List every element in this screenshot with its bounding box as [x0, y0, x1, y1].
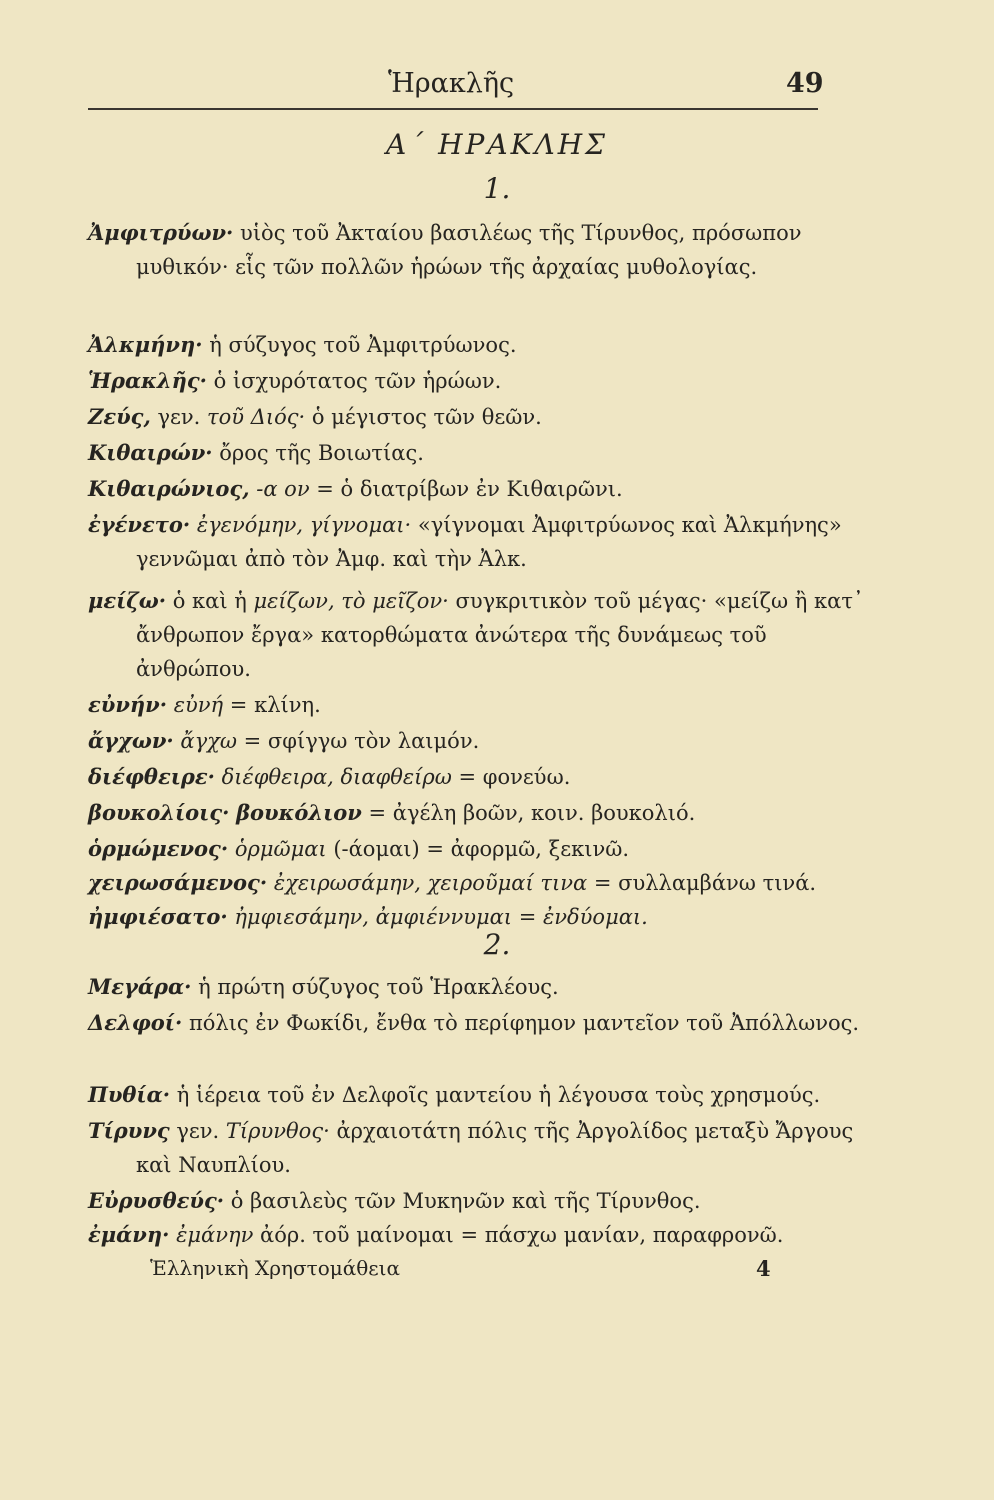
definition-rest: = κλίνη. [223, 693, 321, 717]
headword: ἠμφιέσατο· [88, 904, 228, 929]
italic-form: ἄγχω [173, 729, 237, 753]
glossary-entry [88, 436, 876, 470]
section-number-2: 2. [483, 928, 511, 961]
headword: Ἀλκμήνη· [88, 332, 203, 357]
definition-rest: ὁ μέγιστος τῶν θεῶν. [305, 405, 542, 429]
italic-form: Τίρυνθος· [225, 1119, 330, 1143]
headword: μείζω· [88, 588, 167, 613]
section-number-1: 1. [483, 172, 511, 205]
headword: εὐνήν· [88, 692, 168, 717]
glossary-entry [88, 724, 876, 758]
glossary-entry [88, 970, 876, 1004]
header-rule [88, 108, 818, 110]
glossary-entry [88, 866, 876, 900]
headword: ὁρμώμενος· [88, 836, 229, 861]
definition: ὁ βασιλεὺς τῶν Μυκηνῶν καὶ τῆς Τίρυνθος. [224, 1189, 701, 1213]
glossary-entry [88, 216, 876, 284]
glossary-entry [88, 508, 876, 576]
headword: βουκολίοις· [88, 800, 230, 825]
headword: Ἀμφιτρύων· [88, 220, 234, 245]
italic-form: εὐνή [167, 693, 224, 717]
italic-form: ἠμφιεσάμην, ἀμφιέννυμαι = ἐνδύομαι. [227, 905, 648, 929]
glossary-entry [88, 688, 876, 722]
page-number: 49 [786, 68, 824, 99]
definition-rest: ἀρχαιοτάτη πόλις τῆς Ἀργολίδος μεταξὺ Ἄργους καὶ Ναυπλίου. [136, 1119, 854, 1177]
definition: γεν. [150, 405, 207, 429]
definition: ὁ ἰσχυρότατος τῶν ἡρώων. [206, 369, 502, 393]
headword: ἐμάνη· [88, 1222, 170, 1247]
headword: ἐγένετο· [88, 512, 191, 537]
footer-book-title: Ἑλληνικὴ Χρηστομάθεια [150, 1256, 400, 1280]
headword: Κιθαιρών· [88, 440, 213, 465]
definition: ἡ ἱέρεια τοῦ ἐν Δελφοῖς μαντείου ἡ λέγουσα τοὺς χρησμούς. [170, 1083, 821, 1107]
definition: γεν. [169, 1119, 226, 1143]
headword: ἄγχων· [88, 728, 174, 753]
glossary-entry [88, 760, 876, 794]
italic-form: μείζων, τὸ μεῖζον· [253, 589, 449, 613]
definition: ἡ σύζυγος τοῦ Ἀμφιτρύωνος. [202, 333, 517, 357]
headword: Δελφοί· [88, 1010, 183, 1035]
glossary-entry [88, 472, 876, 506]
headword: Κιθαιρώνιος, [88, 476, 250, 501]
italic-form: ἐχειρωσάμην, χειροῦμαί τινα [267, 871, 588, 895]
glossary-entry [88, 584, 876, 686]
definition: ἡ πρώτη σύζυγος τοῦ Ἡρακλέους. [191, 975, 559, 999]
italic-form: τοῦ Διός· [207, 405, 306, 429]
glossary-entry [88, 832, 876, 866]
definition-rest: «γίγνομαι Ἀμφιτρύωνος καὶ Ἀλκμήνης» γεννῶμαι ἀπὸ τὸν Ἀμφ. καὶ τὴν Ἀλκ. [136, 513, 842, 571]
definition-rest: (-άομαι) = ἀφορμῶ, ξεκινῶ. [326, 837, 630, 861]
headword: Ἡρακλῆς· [88, 368, 207, 393]
glossary-entry [88, 1184, 876, 1218]
glossary-entry [88, 400, 876, 434]
italic-form: βουκόλιον [236, 800, 362, 825]
italic-form: ἐγενόμην, γίγνομαι· [190, 513, 412, 537]
headword: διέφθειρε· [88, 764, 215, 789]
glossary-entry [88, 328, 876, 362]
italic-form: -α ον [249, 477, 310, 501]
italic-form: ἐμάνην [169, 1223, 254, 1247]
headword: χειρωσάμενος· [88, 870, 268, 895]
definition-rest: ἀόρ. τοῦ μαίνομαι = πάσχω μανίαν, παραφρονῶ. [253, 1223, 784, 1247]
headword: Ζεύς, [88, 404, 151, 429]
italic-form: ὁρμῶμαι [228, 837, 327, 861]
definition: ὄρος τῆς Βοιωτίας. [212, 441, 424, 465]
chapter-title: Α΄ ΗΡΑΚΛΗΣ [386, 128, 608, 161]
running-header-title: Ἡρακλῆς [388, 68, 515, 99]
definition-rest: = ὁ διατρίβων ἐν Κιθαιρῶνι. [309, 477, 623, 501]
definition-rest: συγκριτικὸν τοῦ μέγας· «μείζω ἢ κατ᾽ ἄνθρωπον ἔργα» κατορθώματα ἀνώτερα τῆς δυνάμεως τοῦ ἀνθρώπου. [136, 589, 864, 681]
definition-rest: = συλλαμβάνω τινά. [587, 871, 817, 895]
glossary-entry [88, 1114, 876, 1182]
definition: υἱὸς τοῦ Ἀκταίου βασιλέως τῆς Τίρυνθος, πρόσωπον μυθικόν· εἷς τῶν πολλῶν ἡρώων τῆς ἀρχαίας μυθολογίας. [136, 221, 802, 279]
definition-rest: = σφίγγω τὸν λαιμόν. [236, 729, 480, 753]
headword: Εὐρυσθεύς· [88, 1188, 225, 1213]
headword: Πυθία· [88, 1082, 171, 1107]
glossary-entry [88, 796, 876, 830]
definition: ὁ καὶ ἡ [166, 589, 254, 613]
headword: Μεγάρα· [88, 974, 192, 999]
definition-rest: = ἀγέλη βοῶν, κοιν. βουκολιό. [361, 801, 696, 825]
glossary-entry [88, 1006, 876, 1040]
definition: πόλις ἐν Φωκίδι, ἔνθα τὸ περίφημον μαντεῖον τοῦ Ἀπόλλωνος. [182, 1011, 860, 1035]
glossary-entry [88, 364, 876, 398]
glossary-entry [88, 1078, 876, 1112]
definition-rest: = φονεύω. [451, 765, 571, 789]
headword: Τίρυνς [88, 1118, 170, 1143]
footer-signature-number: 4 [756, 1256, 771, 1281]
italic-form: διέφθειρα, διαφθείρω [214, 765, 452, 789]
glossary-entry [88, 1218, 876, 1252]
